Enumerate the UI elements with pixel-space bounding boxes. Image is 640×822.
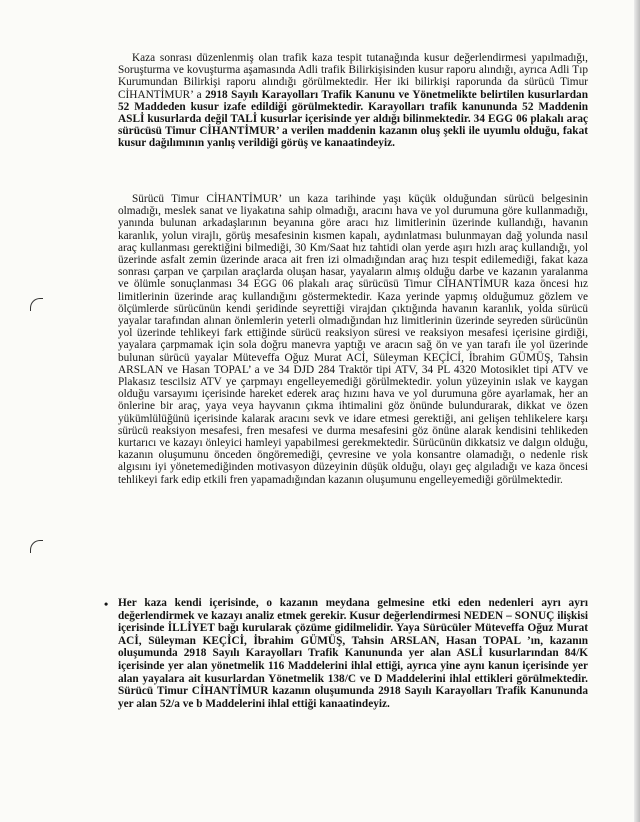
paragraph-kusur-sonuc xyxy=(118,597,588,710)
paragraph-surucu-analizi xyxy=(118,193,588,486)
bullet-icon: • xyxy=(104,597,109,611)
binder-hole-mark-icon xyxy=(30,540,43,553)
paragraph1-bold: 2918 Sayılı Karayolları Trafik Kanunu ve Yönetmelikte belirtilen kusurlardan 52 Maddeden kusur izafe edildiği görülmektedir. Karayolları trafik kanununda 52 Maddenin ASLİ kusurlarda değil TALİ kusurlar içerisinde yer aldığı bilinmektedir. 34 EGG 06 plakalı araç sürücüsü Timur CİHANTİMUR’ a verilen maddenin kazanın oluş şekli ile uyumlu olduğu, fakat kusur dağılımının yanlış verildiği görüş ve kanaatindeyiz. xyxy=(118,88,588,150)
paragraph1-normal: Kaza sonrası düzenlenmiş olan trafik kaza tespit tutanağında kusur değerlendirmesi yapılmadığı, Soruşturma ve kovuşturma aşamasında Adli trafik Bilirkişisinden kusur raporu alındığı, ayrıca Adli Tıp Kurumundan Bilirkişi raporu alındığı görülmektedir. Her iki bilirkişi raporunda da sürücü Timur CİHANTİMUR’ a xyxy=(118,52,588,101)
paragraph3-text: Her kaza kendi içerisinde, o kazanın meydana gelmesine etki eden nedenleri ayrı ayrı değerlendirmek ve kazayı analiz etmek gerekir. Kusur değerlendirmesi NEDEN – SONUÇ ilişkisi içerisinde İLLİYET bağı kurularak çözüme gidilmelidir. Yaya Sürücüler Müteveffa Oğuz Murat ACİ, Süleyman KEÇİCİ, İbrahim GÜMÜŞ, Tahsin ARSLAN, Hasan TOPAL ’ın, kazanın oluşumunda 2918 Sayılı Karayolları Trafik Kanununda yer alan ASLİ kusurlarından 84/K içerisinde yer alan yönetmelik 116 Maddelerini ihlal ettiği, ayrıca yine aynı kanun içerisinde yer alan yayalara ait kusurlardan Yönetmelik 138/C ve D Maddelerini ihlal ettikleri görülmektedir. Sürücü Timur CİHANTİMUR kazanın oluşumunda 2918 Sayılı Karayolları Trafik Kanununda yer alan 52/a ve b Maddelerini ihlal ettiği kanaatindeyiz. xyxy=(118,597,588,710)
paragraph2-text: Sürücü Timur CİHANTİMUR’ un kaza tarihinde yaşı küçük olduğundan sürücü belgesinin olmadığı, meslek sanat ve liyakatına sahip olmadığı, aracını hava ve yol durumuna göre kullanmadığı, yanında bulunan arkadaşlarının beyanına göre aracı hız limitlerinin üzerinde kullandığı, havanın karanlık, yolun virajlı, görüş mesafesinin kısmen kapalı, aydınlatması bulunmayan dağ yolunda nasıl araç kullanması gerektiğini bilmediği, 30 Km/Saat hız tahtidi olan yerde aşırı hızlı araç kullandığı, yol üzerinde asfalt zemin üzerinde araca ait fren izi olmadığından araç hızı tespit edilemediği, fakat kaza sonrası çarpan ve çarpılan araçlarda oluşan hasar, yayaların almış olduğu darbe ve kazanın yaralanma ve ölümle sonuçlanması 34 EGG 06 plakalı araç sürücüsü Timur CİHANTİMUR kaza öncesi hız limitlerinin üzerinde araç kullandığını göstermektedir. Kaza yerinde yapmış olduğumuz gözlem ve ölçümlerde sürücünün kendi şeridinde seyrettiği virajdan çıktığında havanın karanlık, yolda sürücü yayalar tarafından alınan önlemlerin yeterli olmadığından hız limitlerinin üzerinde seyreden sürücünün yol üzerinde tehlikeyi fark ettiğinde sürücü reaksiyon süresi ve reaksiyon mesafesi içerisine girdiği, yayalara çarpmamak için sola doğru manevra yaptığı ve aracın sağ ön ve yan tarafı ile yol üzerinde bulunan sürücü yayalar Müteveffa Oğuz Murat ACİ, Süleyman KEÇİCİ, İbrahim GÜMÜŞ, Tahsin ARSLAN ve Hasan TOPAL’ a ve 34 DJD 284 Traktör tipi ATV, 34 PL 4320 Motosiklet tipi ATV ve Plakasız tescilsiz ATV ye çarpmayı engelleyemediği görülmektedir. yolun yüzeyinin ıslak ve kaygan olduğu varsayımı içerisinde hareket ederek araç hızını hava ve yol durumuna göre ayarlamak, her an önlerine bir araç, yaya veya hayvanın çıkma ihtimalini göz önünde bulundurarak, dikkat ve özen yükümlülüğünü içerisinde kalarak aracını sevk ve idare etmesi gerektiği, ani gelişen tehlikelere karşı sürücü reaksiyon mesafesi, fren mesafesi ve durma mesafesini göz önüne alarak kendisini tehlikeden kurtarıcı ve kazayı önleyici hamleyi yapabilmesi gerekmektedir. Sürücünün dikkatsiz ve dalgın olduğu, kazanın oluşumunu önceden öngöremediği, çevresine ve yola konsantre olamadığı, o nedenle risk algısını iyi yönetemediğinden motivasyon düzeyinin düşük olduğu, olayı geç algıladığı ve kaza öncesi tehlikeyi fark edip etkili fren yapamadığından kazanın oluşumunu engelleyemediği görülmektedir. xyxy=(118,193,588,486)
binder-hole-mark-icon xyxy=(30,298,43,311)
page-edge-shadow xyxy=(634,0,640,822)
paragraph-kusur-raporu xyxy=(118,52,588,150)
